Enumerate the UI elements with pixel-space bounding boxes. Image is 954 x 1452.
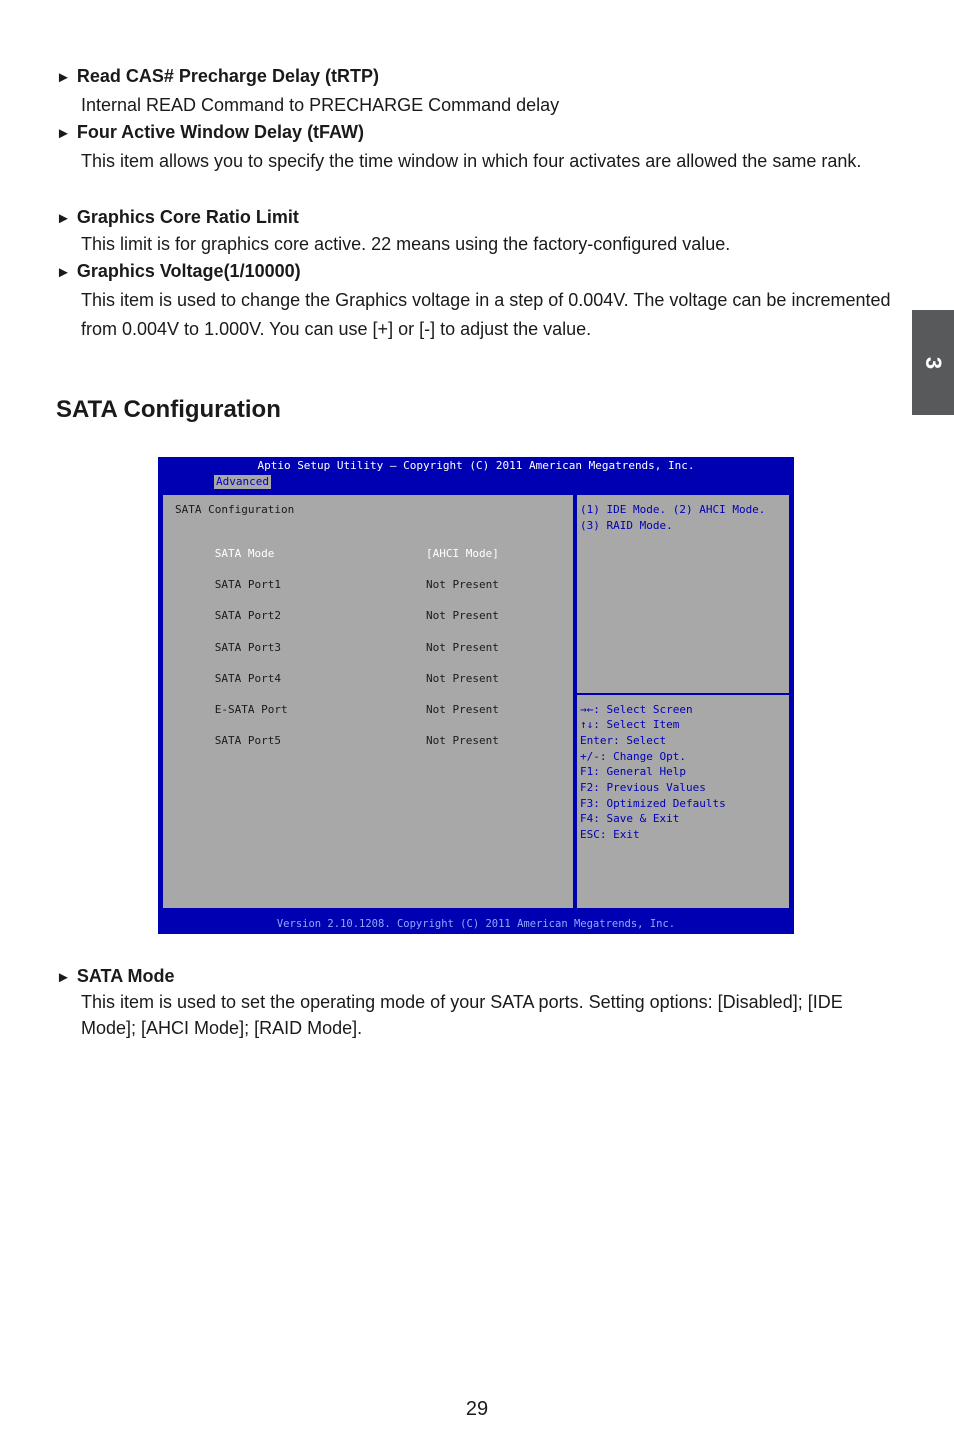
tab-advanced[interactable]: Advanced (216, 475, 269, 488)
bios-screen-title: SATA Configuration (175, 503, 295, 516)
bios-row-value: Not Present (426, 578, 499, 591)
chapter-number: 3 (921, 356, 946, 369)
item-title-text: Read CAS# Precharge Delay (tRTP) (76, 66, 379, 86)
chapter-tab (912, 310, 954, 415)
item-title-text: SATA Mode (76, 966, 175, 986)
item-title-text: Graphics Voltage(1/10000) (76, 261, 301, 281)
triangle-bullet-icon: ► (56, 264, 71, 281)
bios-row-label: SATA Port3 (214, 641, 281, 654)
bios-row-value: Not Present (426, 641, 499, 654)
bios-footer: Version 2.10.1208. Copyright (C) 2011 American Megatrends, Inc. (276, 918, 676, 930)
help-key-change-opt: +/-: Change Opt. (580, 750, 686, 763)
triangle-bullet-icon: ► (56, 969, 71, 986)
item-desc-trtp: Internal READ Command to PRECHARGE Command delay (81, 95, 560, 115)
bios-row-label: SATA Port4 (214, 672, 281, 685)
bios-row-label: SATA Mode (214, 547, 275, 560)
bios-row-value: Not Present (426, 672, 499, 685)
item-title-graphics-core-ratio (56, 207, 299, 228)
item-title-text: Graphics Core Ratio Limit (76, 207, 299, 227)
help-key-enter: Enter: Select (580, 734, 667, 747)
item-desc-graphics-voltage: This item is used to change the Graphics voltage in a step of 0.004V. The voltage can be incremented from 0.004V to 1.000V. You can use [+] or [-] to adjust the value. (81, 290, 891, 339)
item-title-graphics-voltage (56, 261, 301, 282)
item-title-trtp (56, 66, 379, 87)
item-title-sata-mode (56, 966, 175, 987)
bios-row-sata-port5 (175, 721, 499, 760)
help-key-f3: F3: Optimized Defaults (580, 797, 726, 810)
bios-title: Aptio Setup Utility – Copyright (C) 2011 American Megatrends, Inc. (257, 459, 695, 472)
help-key-select-item: ↑↓: Select Item (580, 718, 680, 731)
help-key-f2: F2: Previous Values (580, 781, 706, 794)
item-title-text: Four Active Window Delay (tFAW) (76, 122, 365, 142)
item-desc-sata-mode: This item is used to set the operating mode of your SATA ports. Setting options: [Disabled]; [IDE Mode]; [AHCI Mode]; [RAID Mode]. (81, 992, 843, 1038)
bios-row-value: Not Present (426, 609, 499, 622)
bios-row-label: E-SATA Port (214, 703, 288, 716)
help-line: (1) IDE Mode. (2) AHCI Mode. (580, 503, 766, 516)
item-desc-tfaw: This item allows you to specify the time window in which four activates are allowed the same rank. (81, 151, 862, 171)
section-heading: SATA Configuration (56, 396, 281, 423)
bios-row-value: [AHCI Mode] (426, 547, 499, 560)
bios-header (158, 457, 794, 491)
help-key-select-screen: →←: Select Screen (580, 703, 693, 716)
bios-row-label: SATA Port2 (214, 609, 281, 622)
bios-screenshot (158, 457, 794, 934)
help-key-f1: F1: General Help (580, 765, 686, 778)
bios-help-description (577, 495, 789, 695)
page-number: 29 (465, 1398, 489, 1420)
bios-row-value: Not Present (426, 703, 499, 716)
help-line: (3) RAID Mode. (580, 519, 673, 532)
bios-row-label: SATA Port1 (214, 578, 281, 591)
bios-help-panel (575, 493, 791, 910)
triangle-bullet-icon: ► (56, 125, 71, 142)
triangle-bullet-icon: ► (56, 210, 71, 227)
help-key-esc: ESC: Exit (580, 828, 640, 841)
help-key-f4: F4: Save & Exit (580, 812, 680, 825)
item-desc-graphics-core-ratio: This limit is for graphics core active. 22 means using the factory-configured value. (81, 234, 731, 254)
bios-row-label: SATA Port5 (214, 734, 281, 747)
item-title-tfaw (56, 122, 364, 143)
bios-main-panel (161, 493, 575, 910)
triangle-bullet-icon: ► (56, 69, 71, 86)
bios-row-value: Not Present (426, 734, 499, 747)
